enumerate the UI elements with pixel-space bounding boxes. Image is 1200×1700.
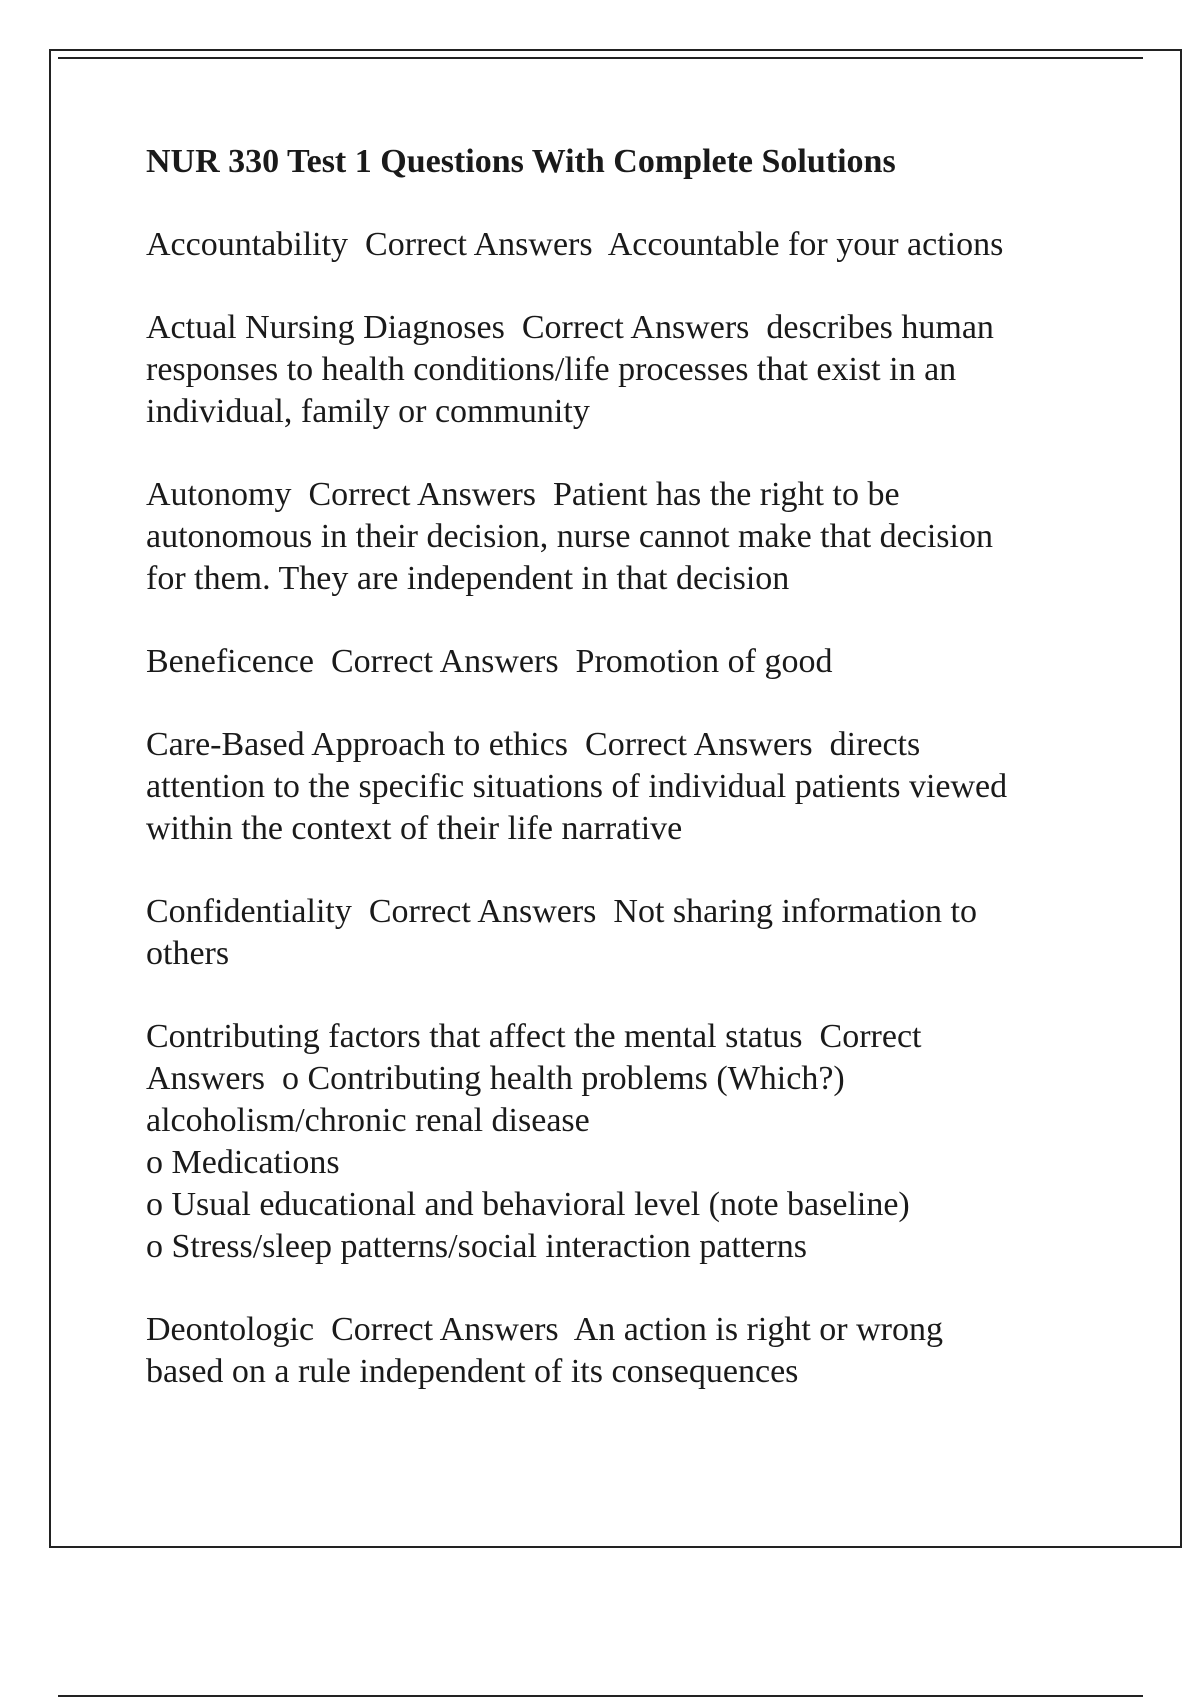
document-title: NUR 330 Test 1 Questions With Complete Solutions (146, 143, 896, 180)
entry-actual-nursing-diagnoses: Actual Nursing Diagnoses Correct Answers describes human responses to health conditions/life processes that exist in an individual, family or community (146, 309, 994, 430)
entry-confidentiality: Confidentiality Correct Answers Not sharing information to others (146, 893, 977, 972)
document-body (146, 141, 1086, 1434)
entry-care-based-approach: Care-Based Approach to ethics Correct Answers directs attention to the specific situations of individual patients viewed within the context of their life narrative (146, 726, 1008, 847)
bottom-rule (58, 1695, 1143, 1697)
entry-contributing-factors: Contributing factors that affect the mental status Correct Answers o Contributing health problems (Which?) alcoholism/chronic renal disease o Medications o Usual educational and behavioral level (note baseline) o Stress/sleep patterns/social interaction patterns (146, 1018, 922, 1265)
entry-autonomy: Autonomy Correct Answers Patient has the right to be autonomous in their decision, nurse cannot make that decision for them. They are independent in that decision (146, 476, 993, 597)
entry-deontologic: Deontologic Correct Answers An action is right or wrong based on a rule independent of its consequences (146, 1311, 943, 1390)
entry-beneficence: Beneficence Correct Answers Promotion of good (146, 643, 833, 680)
entry-accountability: Accountability Correct Answers Accountable for your actions (146, 226, 1004, 263)
